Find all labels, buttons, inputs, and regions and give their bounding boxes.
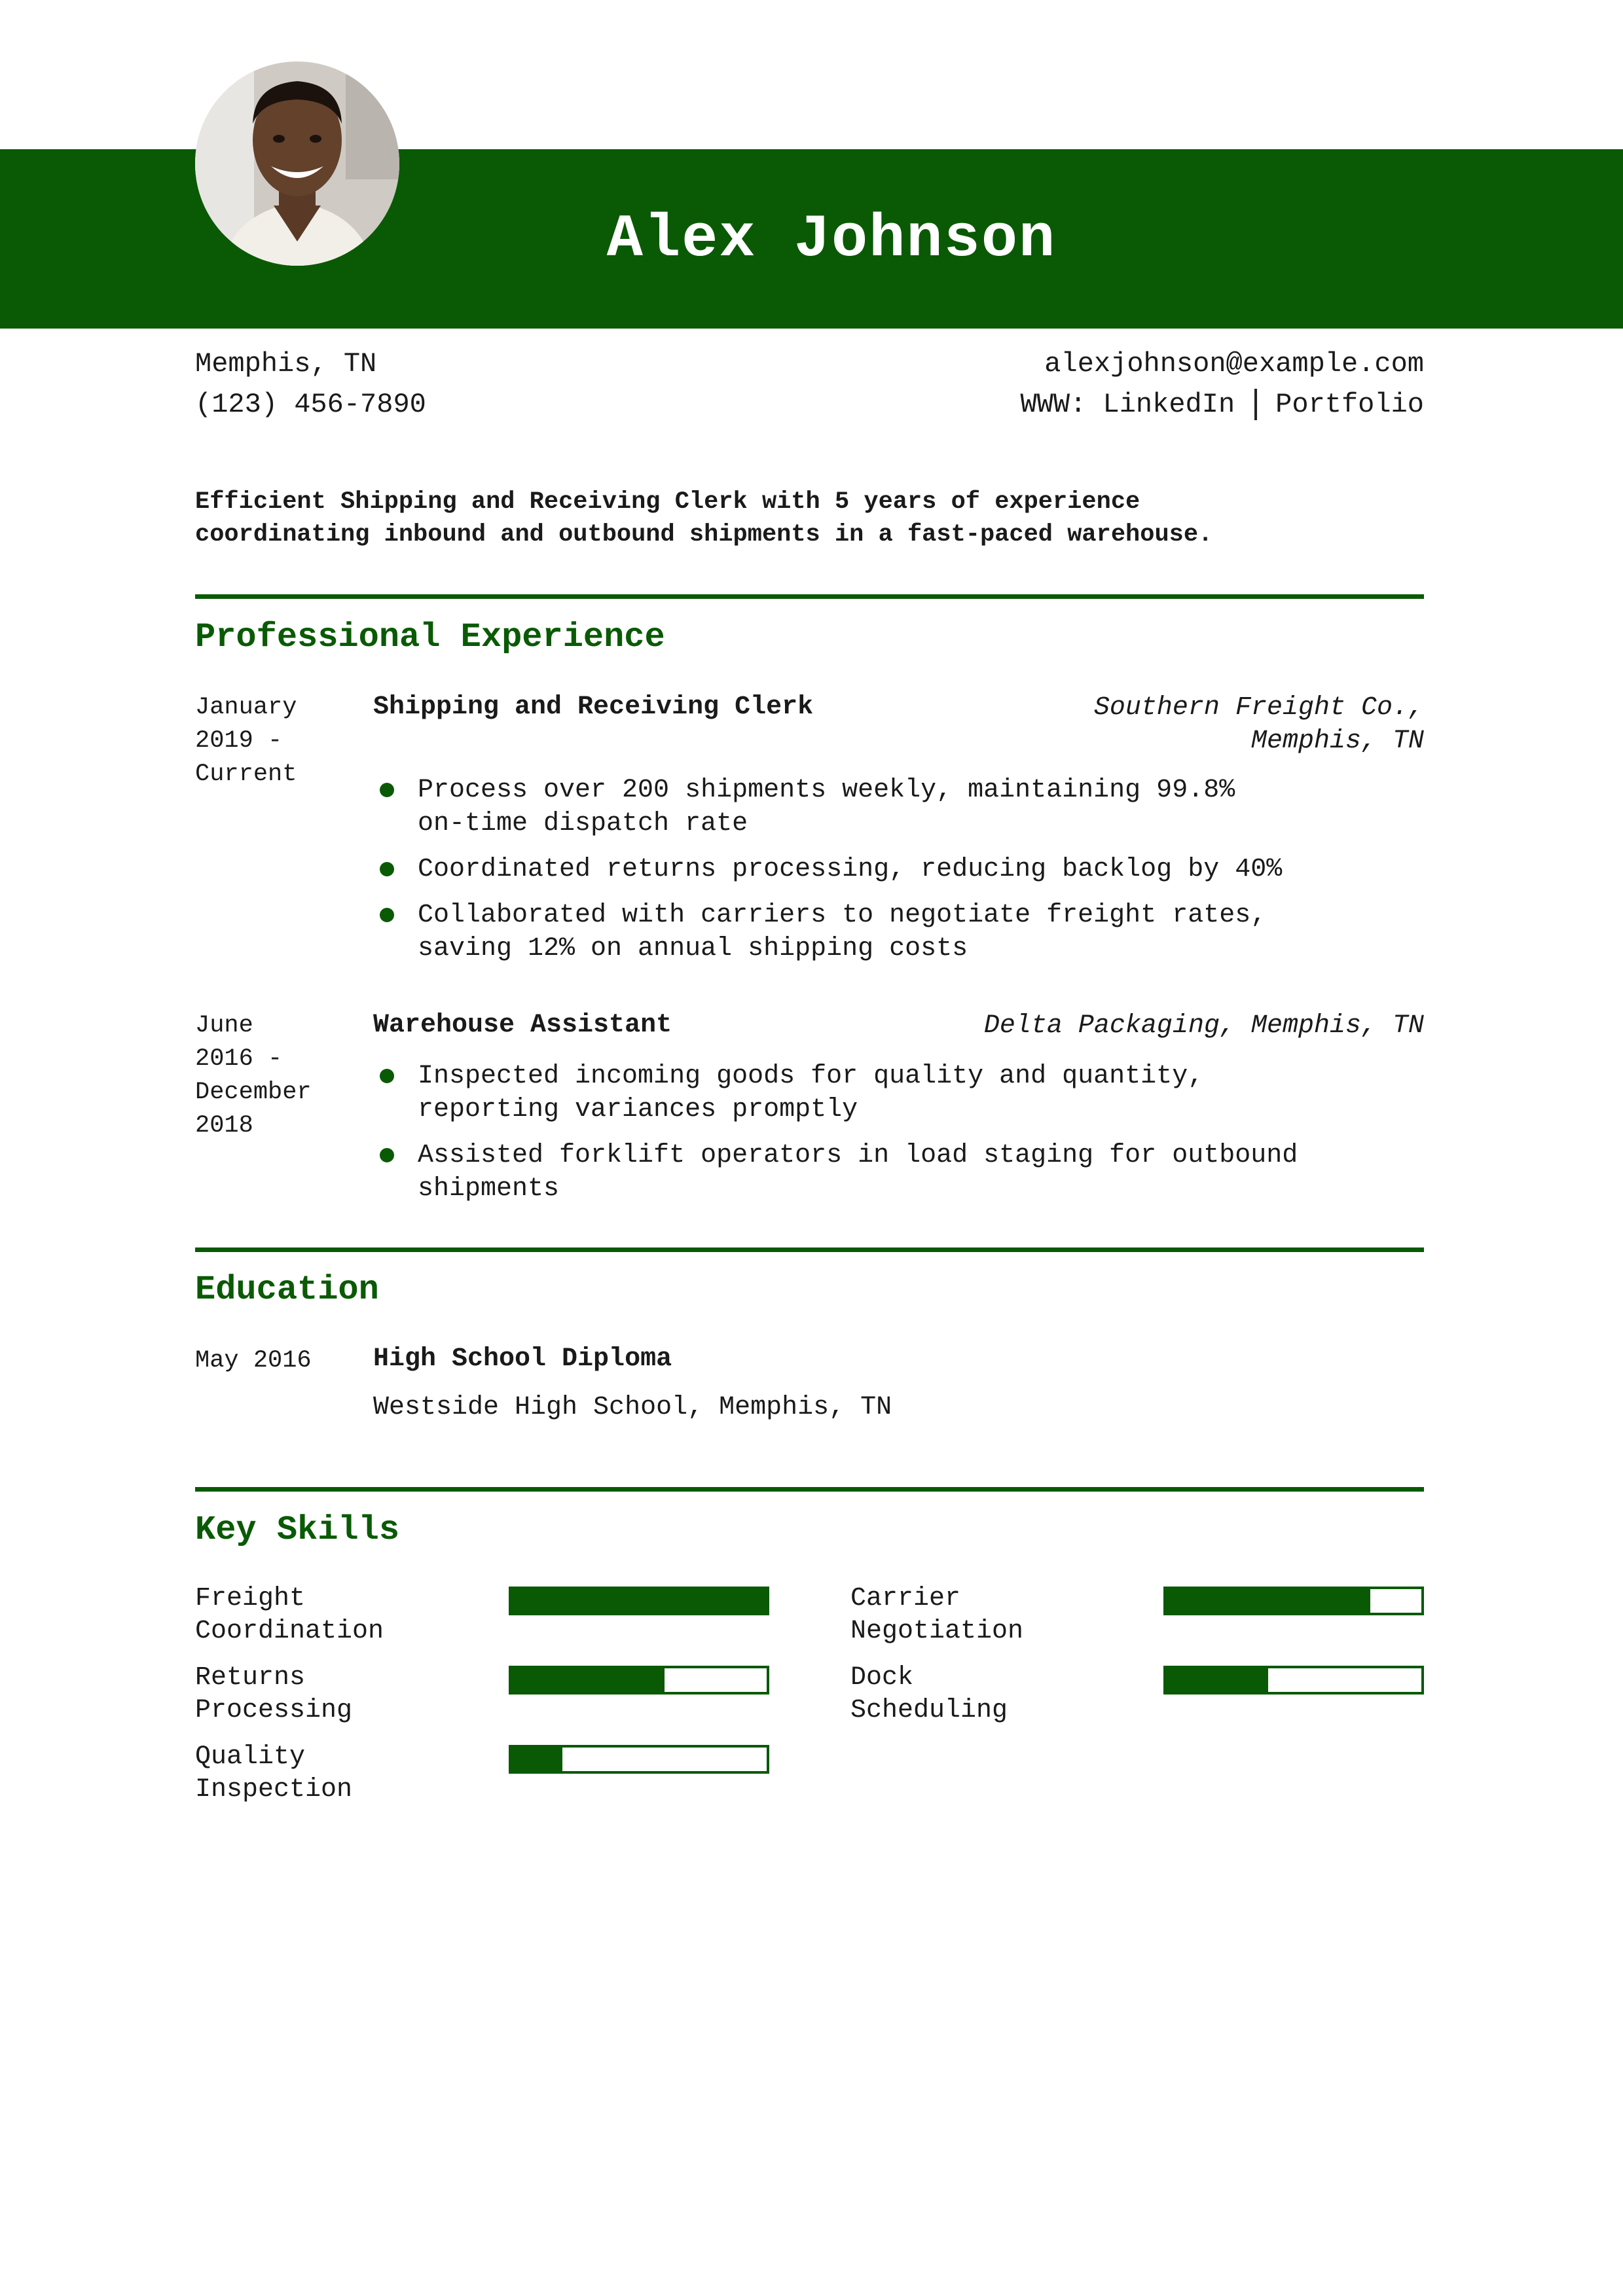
bullet-line: saving 12% on annual shipping costs — [418, 934, 968, 963]
skill-level-fill — [511, 1748, 562, 1771]
phone-text: (123) 456-7890 — [195, 389, 426, 420]
skill-label-line: Freight — [195, 1584, 306, 1613]
job-company — [1094, 691, 1424, 758]
bullet-line: shipments — [418, 1174, 560, 1204]
list-item — [373, 774, 1427, 840]
portfolio-link[interactable]: Portfolio — [1275, 389, 1424, 420]
skill-label-line: Processing — [195, 1696, 353, 1725]
date-line: 2019 - — [195, 727, 283, 755]
date-line: 2016 - — [195, 1045, 283, 1073]
list-item — [373, 1060, 1427, 1126]
company-line: Southern Freight Co., — [1093, 693, 1424, 723]
skill-label — [850, 1583, 1023, 1648]
skill-label — [195, 1741, 352, 1806]
company-line: Memphis, TN — [1250, 726, 1424, 756]
job-bullets — [373, 1060, 1427, 1218]
date-line: June — [195, 1012, 253, 1039]
bullet-line: Collaborated with carriers to negotiate freight rates, — [418, 901, 1267, 930]
list-item — [373, 899, 1427, 965]
skill-label-line: Negotiation — [850, 1617, 1024, 1646]
skill-level-fill — [511, 1589, 767, 1613]
email-link[interactable]: alexjohnson@example.com — [1044, 348, 1424, 380]
skill-label-line: Inspection — [195, 1775, 353, 1804]
job-date — [195, 691, 346, 791]
degree-title: High School Diploma — [373, 1344, 672, 1374]
list-item — [373, 1139, 1427, 1206]
bullet-line: Assisted forklift operators in load staging for outbound — [418, 1141, 1298, 1170]
bullet-line: Inspected incoming goods for quality and quantity, — [418, 1062, 1204, 1091]
job-bullets — [373, 774, 1427, 978]
bullet-line: on-time dispatch rate — [418, 809, 748, 838]
date-line: January — [195, 694, 297, 721]
bullet-line: Coordinated returns processing, reducing backlog by 40% — [418, 855, 1283, 884]
skill-level-bar — [509, 1666, 769, 1695]
date-line: Current — [195, 761, 297, 788]
web-links — [1020, 384, 1424, 425]
skill-label — [195, 1662, 352, 1727]
job-company — [984, 1009, 1424, 1043]
job-title: Warehouse Assistant — [373, 1011, 672, 1040]
skill-level-fill — [1166, 1589, 1370, 1613]
date-line: December — [195, 1079, 312, 1106]
section-divider — [195, 1487, 1424, 1492]
www-label: WWW: — [1020, 389, 1087, 420]
job-title: Shipping and Receiving Clerk — [373, 692, 814, 722]
skill-label-line: Scheduling — [850, 1696, 1008, 1725]
skill-level-fill — [1166, 1668, 1268, 1692]
skill-level-bar — [509, 1587, 769, 1615]
candidate-name: Alex Johnson — [606, 204, 1057, 274]
date-line: 2018 — [195, 1112, 253, 1139]
skills-heading: Key Skills — [195, 1511, 400, 1549]
job-date — [195, 1009, 346, 1143]
skill-label-line: Returns — [195, 1663, 306, 1693]
education-heading: Education — [195, 1270, 379, 1309]
skill-label — [850, 1662, 1008, 1727]
education-date: May 2016 — [195, 1347, 312, 1374]
link-divider — [1254, 389, 1257, 420]
section-divider — [195, 594, 1424, 599]
list-item — [373, 853, 1427, 886]
skill-level-bar — [509, 1745, 769, 1774]
company-line: Delta Packaging, Memphis, TN — [983, 1011, 1424, 1041]
summary-line: Efficient Shipping and Receiving Clerk with 5 years of experience — [195, 488, 1140, 516]
bullet-line: Process over 200 shipments weekly, maintaining 99.8% — [418, 776, 1235, 805]
skill-label-line: Quality — [195, 1742, 306, 1772]
contact-left — [195, 344, 426, 425]
skill-label — [195, 1583, 384, 1648]
skill-label-line: Dock — [850, 1663, 914, 1693]
bullet-line: reporting variances promptly — [418, 1095, 858, 1124]
summary-line: coordinating inbound and outbound shipments in a fast-paced warehouse. — [195, 521, 1213, 548]
section-divider — [195, 1247, 1424, 1252]
profile-summary — [195, 486, 1426, 551]
skill-label-line: Coordination — [195, 1617, 384, 1646]
skill-label-line: Carrier — [850, 1584, 961, 1613]
contact-right — [1020, 344, 1424, 425]
experience-heading: Professional Experience — [195, 618, 665, 656]
linkedin-link[interactable]: LinkedIn — [1103, 389, 1235, 420]
profile-photo — [195, 62, 399, 266]
location-text: Memphis, TN — [195, 348, 377, 380]
skill-level-fill — [511, 1668, 665, 1692]
school-name: Westside High School, Memphis, TN — [373, 1393, 892, 1422]
skill-level-bar — [1163, 1587, 1424, 1615]
skill-level-bar — [1163, 1666, 1424, 1695]
